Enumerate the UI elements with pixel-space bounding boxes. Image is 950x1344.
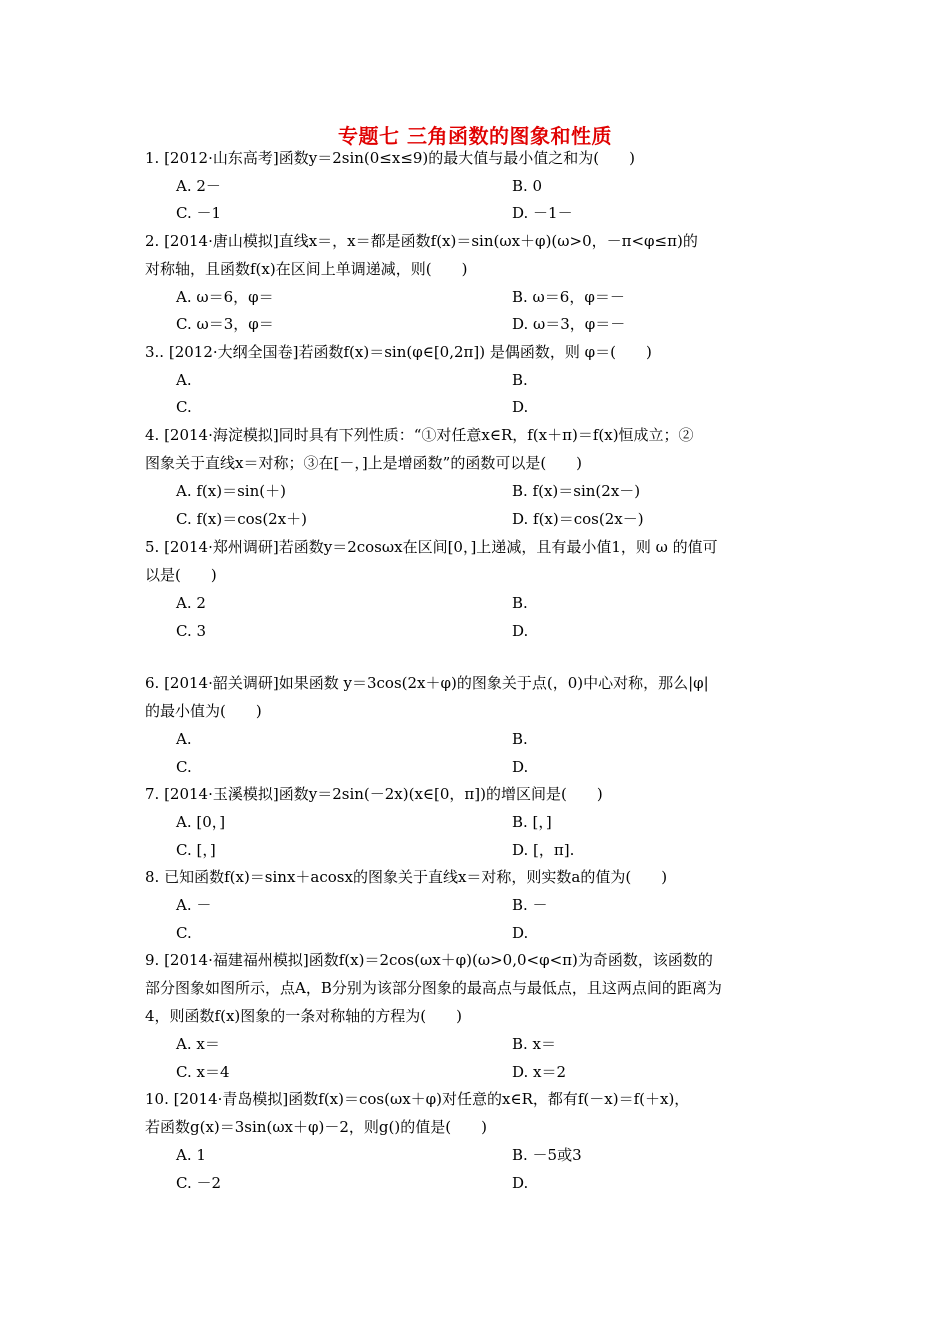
- option-d: D. x＝2: [512, 1063, 567, 1081]
- option-a: A.: [176, 730, 192, 748]
- question-text: 4，则函数f(x)图象的一条对称轴的方程为( ): [145, 1007, 462, 1025]
- question-text: 若函数g(x)＝3sin(ωx＋φ)－2，则g()的值是( ): [145, 1118, 487, 1136]
- option-b: B. x＝: [512, 1035, 557, 1053]
- option-a: A. ω＝6，φ＝: [176, 288, 274, 306]
- question-text: 1. [2012·山东高考]函数y＝2sin(0≤x≤9)的最大值与最小值之和为( ): [145, 149, 635, 167]
- option-d: D. f(x)＝cos(2x－): [512, 510, 644, 528]
- option-d: D. [，π].: [512, 841, 575, 859]
- option-b: B. －: [512, 896, 548, 914]
- option-d: D. ω＝3，φ＝－: [512, 315, 626, 333]
- question-text: 2. [2014·唐山模拟]直线x＝，x＝都是函数f(x)＝sin(ωx＋φ)(ω>0，－π<φ≤π)的: [145, 232, 698, 250]
- question-text: 4. [2014·海淀模拟]同时具有下列性质：“①对任意x∈R，f(x＋π)＝f(x)恒成立；②: [145, 426, 694, 444]
- option-a: A. [0，]: [176, 813, 226, 831]
- option-a: A. 2: [176, 594, 206, 612]
- option-a: A. f(x)＝sin(＋): [176, 482, 286, 500]
- option-d: D.: [512, 622, 529, 640]
- option-b: B. 0: [512, 177, 543, 195]
- option-c: C.: [176, 924, 192, 942]
- question-text: 5. [2014·郑州调研]若函数y＝2cosωx在区间[0，]上递减，且有最小值1，则 ω 的值可: [145, 538, 718, 556]
- option-d: D. －1－: [512, 204, 573, 222]
- question-text: 10. [2014·青岛模拟]函数f(x)＝cos(ωx＋φ)对任意的x∈R，都有f(－x)＝f(＋x)，: [145, 1090, 690, 1108]
- option-b: B. －5或3: [512, 1146, 582, 1164]
- question-text: 7. [2014·玉溪模拟]函数y＝2sin(－2x)(x∈[0，π])的增区间是( ): [145, 785, 603, 803]
- question-text: 9. [2014·福建福州模拟]函数f(x)＝2cos(ωx＋φ)(ω>0,0<φ<π)为奇函数，该函数的: [145, 951, 713, 969]
- option-c: C.: [176, 398, 192, 416]
- option-c: C. －1: [176, 204, 222, 222]
- option-c: C. 3: [176, 622, 207, 640]
- option-a: A. x＝: [176, 1035, 220, 1053]
- option-b: B.: [512, 594, 528, 612]
- option-b: B.: [512, 730, 528, 748]
- option-a: A. －: [176, 896, 212, 914]
- question-text: 部分图象如图所示，点A，B分别为该部分图象的最高点与最低点，且这两点间的距离为: [145, 979, 722, 997]
- option-d: D.: [512, 758, 529, 776]
- option-d: D.: [512, 1174, 529, 1192]
- option-b: B. f(x)＝sin(2x－): [512, 482, 641, 500]
- option-a: A.: [176, 371, 192, 389]
- page-title: 专题七 三角函数的图象和性质: [338, 124, 612, 148]
- question-text: 以是( ): [145, 566, 217, 584]
- option-b: B. ω＝6，φ＝－: [512, 288, 625, 306]
- option-c: C. x＝4: [176, 1063, 230, 1081]
- option-b: B.: [512, 371, 528, 389]
- option-c: C. －2: [176, 1174, 222, 1192]
- question-text: 对称轴，且函数f(x)在区间上单调递减，则( ): [145, 260, 468, 278]
- option-c: C. [，]: [176, 841, 216, 859]
- question-text: 3.. [2012·大纲全国卷]若函数f(x)＝sin(φ∈[0,2π]) 是偶函数，则 φ＝( ): [145, 343, 652, 361]
- question-text: 的最小值为( ): [145, 702, 262, 720]
- option-b: B. [，]: [512, 813, 552, 831]
- option-c: C. f(x)＝cos(2x＋): [176, 510, 308, 528]
- option-c: C.: [176, 758, 192, 776]
- option-d: D.: [512, 398, 529, 416]
- option-a: A. 1: [176, 1146, 206, 1164]
- option-d: D.: [512, 924, 529, 942]
- option-c: C. ω＝3，φ＝: [176, 315, 274, 333]
- question-text: 图象关于直线x＝对称；③在[－，]上是增函数”的函数可以是( ): [145, 454, 583, 472]
- option-a: A. 2－: [176, 177, 221, 195]
- question-text: 6. [2014·韶关调研]如果函数 y＝3cos(2x＋φ)的图象关于点(，0)中心对称，那么|φ|: [145, 674, 709, 692]
- question-text: 8. 已知函数f(x)＝sinx＋acosx的图象关于直线x＝对称，则实数a的值为( ): [145, 868, 668, 886]
